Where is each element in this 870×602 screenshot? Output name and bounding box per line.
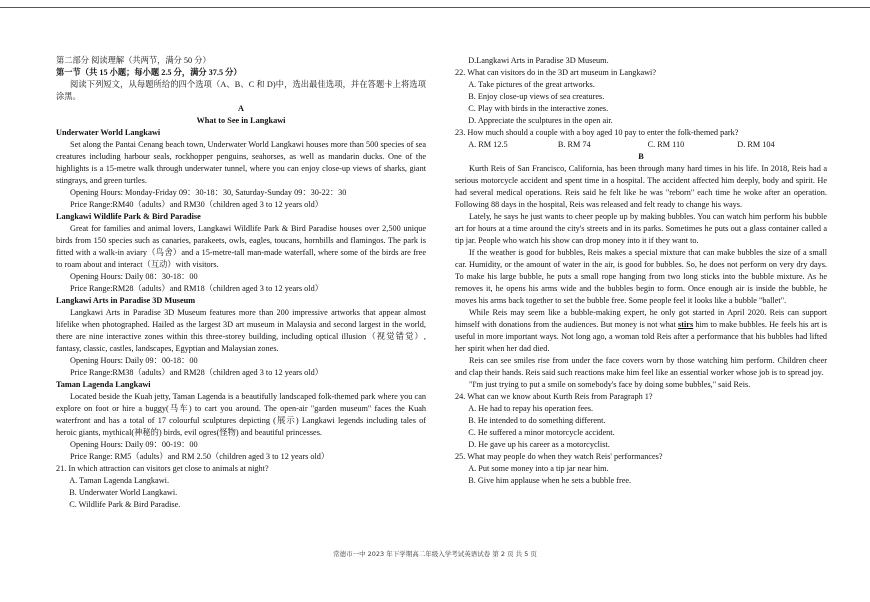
option-c: C. Wildlife Park & Bird Paradise. xyxy=(69,500,181,509)
paragraph: Reis can see smiles rise from under the face covers worn by those watching him perform. Children cheer and clap their hands. Reis said such reactions make him feel like an essential worker whose job is to spread joy. xyxy=(455,356,827,377)
paragraph-text: him to make bubbles. He feels his art is useful in more important ways. Not long ago, a woman told Reis after a performance that his bubbles had lifted her spirit when her dad died. xyxy=(455,320,827,353)
option-a: A. He had to repay his operation fees. xyxy=(468,404,594,413)
option-b: B. Give him applause when he sets a bubble free. xyxy=(468,476,632,485)
passage-b-letter: B xyxy=(638,152,644,161)
attraction-hours: Opening Hours: Daily 09：00-18：00 xyxy=(70,356,198,365)
option-b: B. RM 74 xyxy=(557,140,591,149)
right-column xyxy=(455,55,827,487)
question-stem: 23. How much should a couple with a boy aged 10 pay to enter the folk-themed park? xyxy=(455,128,739,137)
option-b: B. Enjoy close-up views of sea creatures. xyxy=(468,92,605,101)
option-d: D. Appreciate the sculptures in the open air. xyxy=(468,116,613,125)
paragraph-text: While Reis may seem like a bubble-making expert, he only got started in April 2020. Reis can support himself with donations from the audiences. But money is not what xyxy=(455,308,827,329)
paragraph: If the weather is good for bubbles, Reis makes a special mixture that can make bubbles the size of a small car. Humidity, or the amount of water in the air, is good for bubbles. So, he does not perform on very dry days. To make his large bubble, he puts a small rope hanging from two long sticks into the bubble mixture. As he removes it, he opens his arms wide and the bubbles begin to form. Once enough air is inside the bubble, he moves his arms back together to set the bubble free. Some people feel it looks like a bubble "ballet". xyxy=(455,248,827,305)
option-b: B. Underwater World Langkawi. xyxy=(69,488,178,497)
attraction-price: Price Range:RM38（adults）and RM28（children aged 3 to 12 years old） xyxy=(70,368,323,377)
attraction-hours: Opening Hours: Daily 09：00-19：00 xyxy=(70,440,198,449)
question-stem: 22. What can visitors do in the 3D art museum in Langkawi? xyxy=(455,68,657,77)
attraction-name: Langkawi Arts in Paradise 3D Museum xyxy=(56,296,196,305)
attraction-desc: Great for families and animal lovers, Langkawi Wildlife Park & Bird Paradise houses over 2,500 unique birds from 150 species such as canaries, parakeets, owls, eagles, toucans, hornbills and flamingos. The park is fitted with a walk-in aviary（鸟舍）and a 15-metre-tall man-made waterfall, where some of the birds are free to roam about and interact（互动）with visitors. xyxy=(56,224,426,269)
option-a: A. RM 12.5 xyxy=(468,140,508,149)
attraction-name: Langkawi Wildlife Park & Bird Paradise xyxy=(56,212,201,221)
attraction-desc: Set along the Pantai Cenang beach town, Underwater World Langkawi houses more than 500 species of sea creatures including harbour seals, rockhopper penguins, seahorses, as well as mandarin ducks. One of the highlights is a 15-metre walk through underwater tunnel, where you can enjoy close-up views of sharks, giant stingrays, and green turtles. xyxy=(56,140,426,185)
option-d: D.Langkawi Arts in Paradise 3D Museum. xyxy=(468,56,609,65)
option-c: C. RM 110 xyxy=(647,140,685,149)
attraction-price: Price Range:RM28（adults）and RM18（children aged 3 to 12 years old） xyxy=(70,284,323,293)
option-c: C. Play with birds in the interactive zones. xyxy=(468,104,609,113)
instruction: 阅读下列短文，从每题所给的四个选项（A、B、C 和 D)中，选出最佳选项，并在答题卡上将选项涂黑。 xyxy=(56,80,426,101)
option-row xyxy=(468,139,827,151)
option-a: A. Taman Lagenda Langkawi. xyxy=(69,476,170,485)
page-footer: 常德市一中 2023 年下学期高二年级入学考试英语试卷 第 2 页 共 5 页 xyxy=(333,550,537,558)
option-a: A. Take pictures of the great artworks. xyxy=(468,80,595,89)
option-a: A. Put some money into a tip jar near him. xyxy=(468,464,609,473)
question-stem: 25. What may people do when they watch Reis' performances? xyxy=(455,452,663,461)
passage-a-letter: A xyxy=(238,104,244,113)
paragraph: "I'm just trying to put a smile on somebody's face by doing some bubbles," said Reis. xyxy=(469,380,751,389)
question-stem: 24. What can we know about Kurth Reis from Paragraph 1? xyxy=(455,392,653,401)
paragraph: Kurth Reis of San Francisco, California, has been through many hard times in his life. In 2018, Reis had a serious motorcycle accident and spent time in a hospital. The accident affected him deeply, body and spirit. He had several medical operations. Reis said he felt like he was "reborn" each time he woke after an operation. Following 88 days in the hospital, Reis was released and felt ready to change his ways. xyxy=(455,164,827,209)
attraction-hours: Opening Hours: Daily 08：30-18：00 xyxy=(70,272,198,281)
attraction-name: Underwater World Langkawi xyxy=(56,128,161,137)
paragraph xyxy=(455,307,827,355)
attraction-desc: Located beside the Kuah jetty, Taman Lagenda is a beautifully landscaped folk-themed park where you can explore on foot or hire a buggy(马车) to cart you around. The open-air "garden museum" faces the Kuah waterfront and has a total of 17 colourful sculptures depicting (展示) Langkawi legends including tales of heroic giants, mythical(神秘的) birds, evil ogres(怪物) and beautiful princesses. xyxy=(56,392,426,437)
top-rule xyxy=(0,7,870,8)
question-stem: 21. In which attraction can visitors get close to animals at night? xyxy=(56,464,269,473)
attraction-price: Price Range:RM40（adults）and RM30（children aged 3 to 12 years old） xyxy=(70,200,323,209)
attraction-hours: Opening Hours: Monday-Friday 09：30-18：30, Saturday-Sunday 09：30-22：30 xyxy=(70,188,347,197)
attraction-price: Price Range: RM5（adults）and RM 2.50（children aged 3 to 12 years old） xyxy=(70,452,330,461)
part-heading: 第二部分 阅读理解（共两节，满分 50 分） xyxy=(56,56,211,65)
option-c: C. He suffered a minor motorcycle accident. xyxy=(468,428,615,437)
option-d: D. RM 104 xyxy=(737,140,775,149)
section-heading: 第一节（共 15 小题；每小题 2.5 分，满分 37.5 分） xyxy=(56,68,242,77)
left-column xyxy=(56,55,426,511)
attraction-name: Taman Lagenda Langkawi xyxy=(56,380,151,389)
underlined-word: stirs xyxy=(678,320,694,329)
option-d: D. He gave up his career as a motorcyclist. xyxy=(468,440,610,449)
attraction-desc: Langkawi Arts in Paradise 3D Museum features more than 200 impressive artworks that appear almost lifelike when photographed. Hailed as the largest 3D art museum in Malaysia and second largest in the world, there are nine interactive zones within this three-storey building, including optical illusion（视觉错觉）, fantasy, classic, castles, landscapes, Egyptian and Malaysian zones. xyxy=(56,308,426,353)
paragraph: Lately, he says he just wants to cheer people up by making bubbles. You can watch him perform his bubble art for hours at a time around the city's streets and in its parks. Sometimes he puts out a glass container called a tip jar. People who watch his show can drop money into it if they want to. xyxy=(455,212,827,245)
passage-a-title: What to See in Langkawi xyxy=(196,116,286,125)
option-b: B. He intended to do something different. xyxy=(468,416,606,425)
